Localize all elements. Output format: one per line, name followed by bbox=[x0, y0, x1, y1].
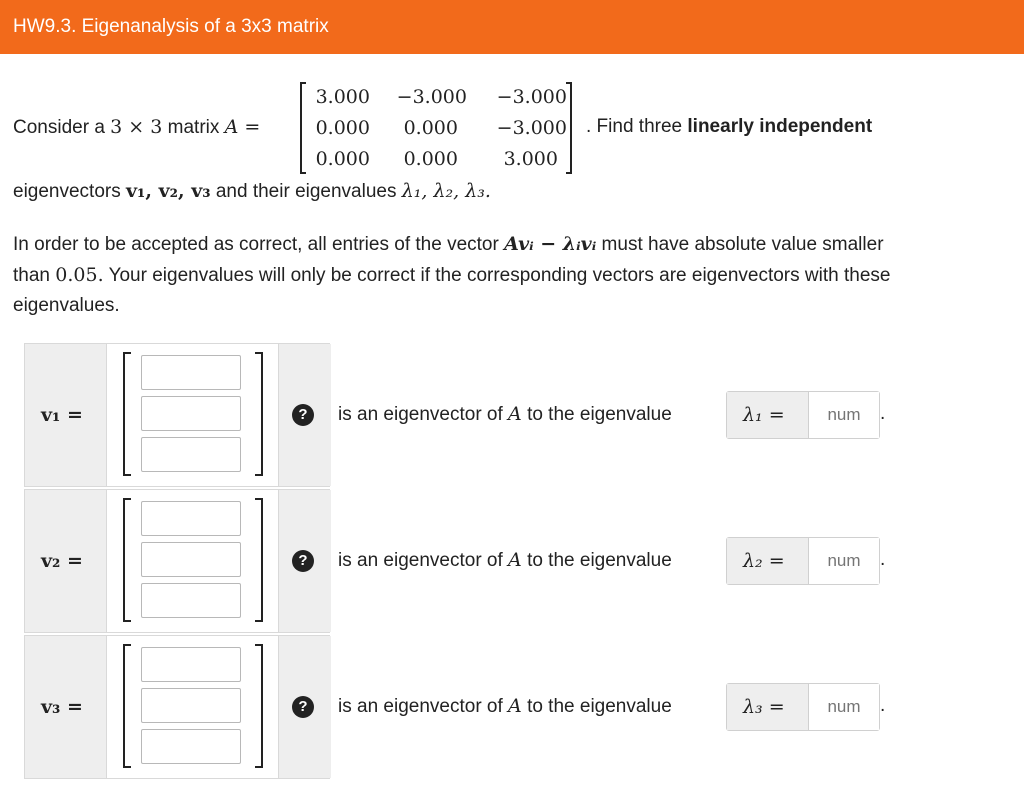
accept-line1-b: must have absolute value smaller bbox=[601, 234, 884, 255]
eigenvector-row-2 bbox=[24, 489, 330, 633]
lambda1-label: λ₁ = bbox=[727, 392, 809, 438]
matrix-name: A = bbox=[224, 116, 261, 138]
eigenvector-row-3 bbox=[24, 635, 330, 779]
vector-left-bracket bbox=[123, 498, 131, 622]
vector-right-bracket bbox=[255, 644, 263, 768]
matrix-cell-2-1: 0.000 bbox=[403, 148, 458, 170]
row3-period: . bbox=[880, 695, 886, 716]
matrix-dims: 3 × 3 bbox=[110, 116, 163, 138]
vector-input-cell bbox=[107, 490, 279, 632]
vector-label-cell bbox=[25, 636, 107, 778]
lambda3-input[interactable] bbox=[809, 684, 879, 730]
v1-entry-1-input[interactable] bbox=[141, 355, 241, 390]
lambda3-label: λ₃ = bbox=[727, 684, 809, 730]
eigen-vectors-math: v₁, v₂, v₃ bbox=[126, 180, 211, 202]
page-header bbox=[0, 0, 1024, 54]
page-title: HW9.3. Eigenanalysis of a 3x3 matrix bbox=[13, 16, 329, 37]
matrix-cell-2-2: 3.000 bbox=[503, 148, 558, 170]
row1-period: . bbox=[880, 403, 886, 424]
tolerance-value: 0.05. bbox=[55, 264, 104, 286]
v1-entry-3-input[interactable] bbox=[141, 437, 241, 472]
matrix-cell-0-0: 3.000 bbox=[315, 86, 370, 108]
matrix-cell-0-2: −3.000 bbox=[496, 86, 567, 108]
help-icon[interactable]: ? bbox=[292, 550, 314, 572]
vector-input-cell bbox=[107, 636, 279, 778]
eigen-mid: and their eigenvalues bbox=[215, 181, 397, 202]
eigen-values-math: λ₁, λ₂, λ₃. bbox=[401, 180, 491, 202]
matrix-cell-1-0: 0.000 bbox=[315, 117, 370, 139]
matrix-cell-1-1: 0.000 bbox=[403, 117, 458, 139]
find-bold: linearly independent bbox=[687, 116, 873, 137]
row-text-math: A bbox=[508, 549, 522, 571]
vector-right-bracket bbox=[255, 352, 263, 476]
v2-entry-2-input[interactable] bbox=[141, 542, 241, 577]
matrix-cell-0-1: −3.000 bbox=[396, 86, 467, 108]
v2-entry-1-input[interactable] bbox=[141, 501, 241, 536]
eigen-line bbox=[13, 180, 491, 203]
row-text: is an eigenvector of bbox=[338, 404, 503, 425]
problem-intro bbox=[13, 116, 260, 139]
vector-label-v1: v₁ = bbox=[41, 404, 83, 426]
accept-math: Avᵢ − λᵢvᵢ bbox=[504, 233, 597, 255]
row-text: is an eigenvector of bbox=[338, 696, 503, 717]
vector-label-v3: v₃ = bbox=[41, 696, 83, 718]
vector-input-cell bbox=[107, 344, 279, 486]
eigen-prefix: eigenvectors bbox=[13, 181, 121, 202]
v3-entry-2-input[interactable] bbox=[141, 688, 241, 723]
lambda1-box bbox=[726, 391, 880, 439]
eigen-row-text-3 bbox=[338, 695, 672, 718]
lambda2-box bbox=[726, 537, 880, 585]
row-text: is an eigenvector of bbox=[338, 550, 503, 571]
eigen-row-text-1 bbox=[338, 403, 672, 426]
accept-line2-b: Your eigenvalues will only be correct if the corresponding vectors are eigenvectors with these bbox=[108, 265, 891, 286]
find-prefix: . Find three bbox=[586, 116, 683, 137]
row-text-end: to the eigenvalue bbox=[527, 550, 672, 571]
accept-line1-a: In order to be accepted as correct, all entries of the vector bbox=[13, 234, 499, 255]
accept-line-3 bbox=[13, 295, 120, 317]
vector-left-bracket bbox=[123, 352, 131, 476]
row-text-math: A bbox=[508, 403, 522, 425]
accept-line-2 bbox=[13, 264, 890, 287]
lambda2-input[interactable] bbox=[809, 538, 879, 584]
vector-label-cell bbox=[25, 344, 107, 486]
vector-label-v2: v₂ = bbox=[41, 550, 83, 572]
v3-entry-1-input[interactable] bbox=[141, 647, 241, 682]
row-text-end: to the eigenvalue bbox=[527, 696, 672, 717]
lambda1-input[interactable] bbox=[809, 392, 879, 438]
matrix-word: matrix bbox=[167, 117, 220, 138]
help-icon[interactable]: ? bbox=[292, 404, 314, 426]
lambda2-label: λ₂ = bbox=[727, 538, 809, 584]
matrix-cell-1-2: −3.000 bbox=[496, 117, 567, 139]
accept-line-1 bbox=[13, 233, 884, 256]
matrix-a bbox=[300, 82, 572, 174]
row-text-math: A bbox=[508, 695, 522, 717]
lambda3-box bbox=[726, 683, 880, 731]
vector-right-bracket bbox=[255, 498, 263, 622]
row2-period: . bbox=[880, 549, 886, 570]
accept-line3: eigenvalues. bbox=[13, 295, 120, 316]
row-text-end: to the eigenvalue bbox=[527, 404, 672, 425]
vector-label-cell bbox=[25, 490, 107, 632]
eigen-row-text-2 bbox=[338, 549, 672, 572]
v2-entry-3-input[interactable] bbox=[141, 583, 241, 618]
eigenvector-row-1 bbox=[24, 343, 330, 487]
help-icon[interactable]: ? bbox=[292, 696, 314, 718]
v3-entry-3-input[interactable] bbox=[141, 729, 241, 764]
accept-line2-a: than bbox=[13, 265, 50, 286]
consider-prefix: Consider a bbox=[13, 117, 105, 138]
matrix-cell-2-0: 0.000 bbox=[315, 148, 370, 170]
v1-entry-2-input[interactable] bbox=[141, 396, 241, 431]
vector-left-bracket bbox=[123, 644, 131, 768]
find-text bbox=[586, 116, 872, 138]
